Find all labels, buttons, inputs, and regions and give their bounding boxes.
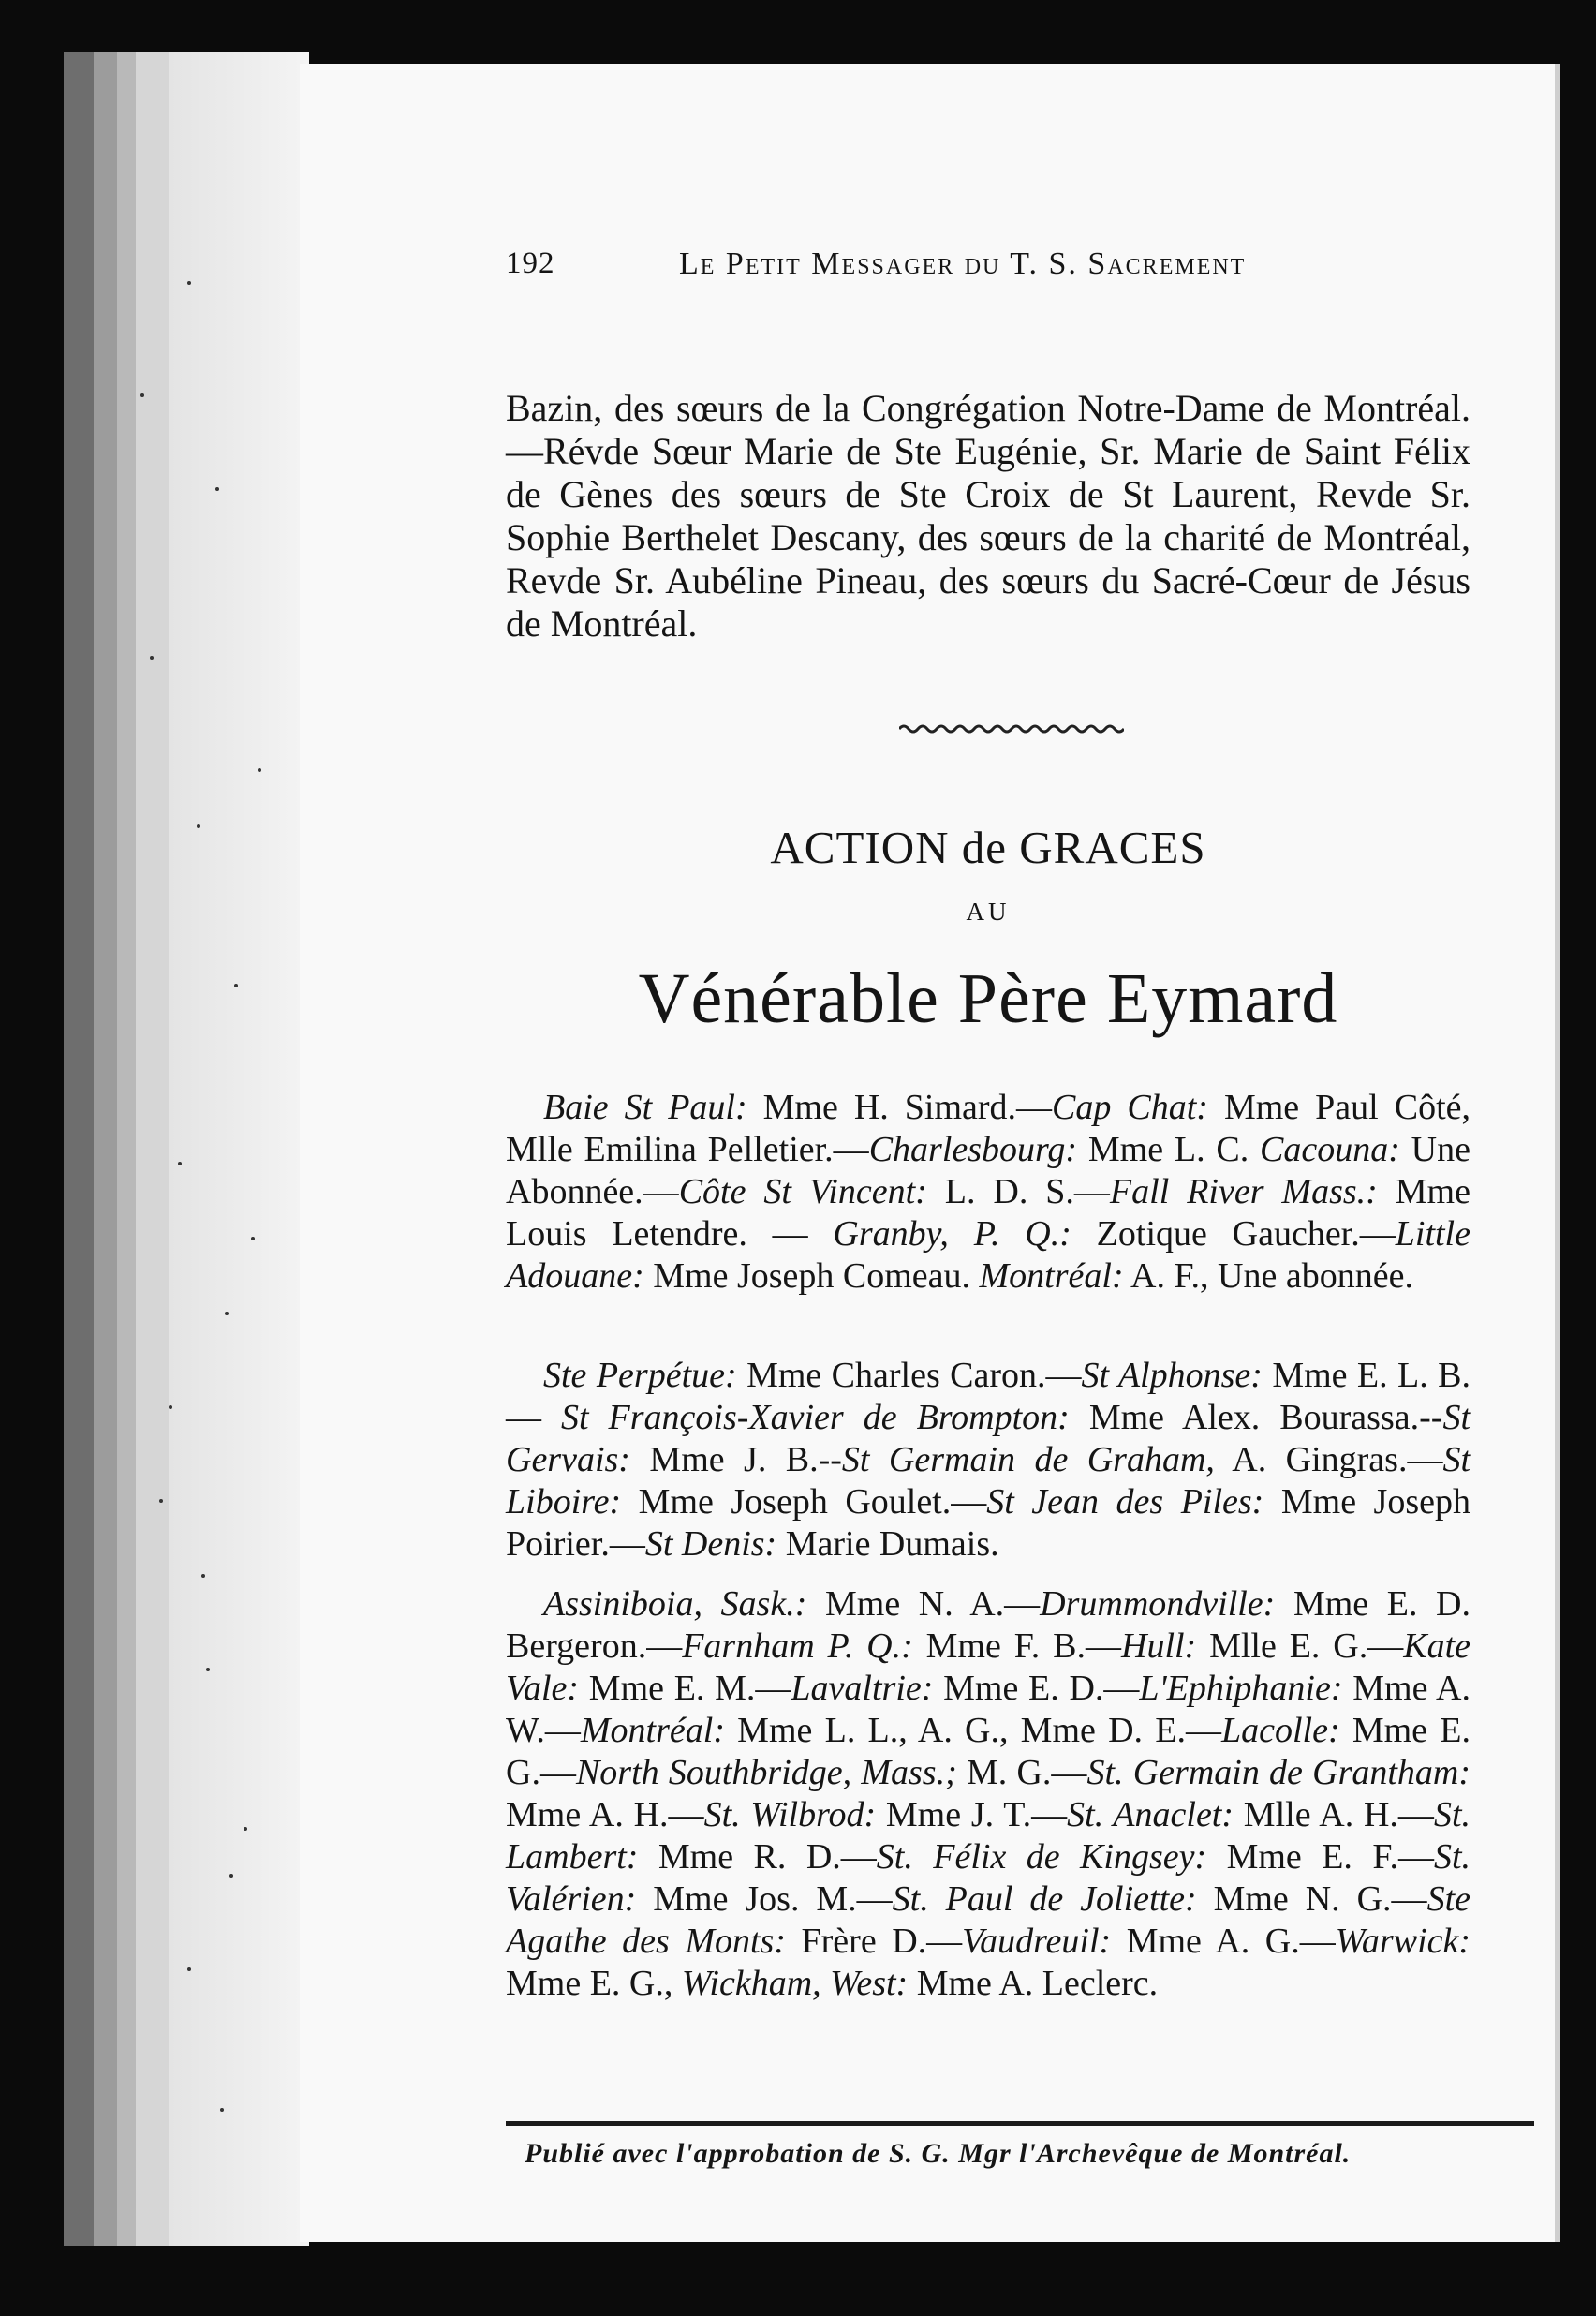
place-name: St Gervais:	[506, 1398, 1470, 1479]
donor-names: Mme A. Leclerc.	[908, 1964, 1159, 2003]
donor-names: Mme A. W.—	[506, 1669, 1470, 1750]
donor-names: Mme N. G.—	[1196, 1879, 1427, 1919]
donor-names: Marie Dumais.	[776, 1524, 999, 1564]
donor-names: Zotique Gaucher.—	[1071, 1214, 1396, 1254]
place-name: St. Germain de Grantham:	[1086, 1753, 1471, 1792]
donor-names: Mme R. D.—	[638, 1837, 877, 1877]
donor-names: A. F., Une abonnée.	[1123, 1256, 1413, 1296]
place-name: Charlesbourg:	[868, 1130, 1078, 1169]
paper-speck	[159, 1499, 163, 1503]
place-name: St Jean des Piles:	[986, 1482, 1264, 1522]
place-name: St. Lambert:	[506, 1795, 1470, 1877]
donor-names: Mme Louis Letendre. —	[506, 1172, 1470, 1254]
donor-names: Mme E. D.—	[933, 1669, 1140, 1708]
place-name: St Germain de Graham,	[841, 1440, 1215, 1479]
paper-speck	[197, 824, 200, 828]
place-name: Fall River Mass.:	[1109, 1172, 1378, 1211]
donor-names: Mme E. G.—	[506, 1711, 1470, 1792]
donor-names: Mme Joseph Poirier.—	[506, 1482, 1471, 1564]
donor-names: Mme E. F.—	[1206, 1837, 1434, 1877]
section-title-line3: Vénérable Père Eymard	[638, 959, 1338, 1038]
donor-names: L. D. S.—	[926, 1172, 1110, 1211]
paper-speck	[178, 1162, 182, 1165]
donor-names: Mme Paul Côté, Mlle Emilina Pelletier.—	[506, 1088, 1470, 1169]
paper-speck	[215, 487, 219, 491]
place-name: Granby, P. Q.:	[833, 1214, 1071, 1254]
section-title-line1: ACTION de GRACES	[770, 822, 1206, 873]
donor-names: Mme J. T.—	[876, 1795, 1068, 1834]
place-name: Kate Vale:	[506, 1626, 1470, 1708]
place-name: Cap Chat:	[1052, 1088, 1208, 1127]
place-name: Hull:	[1121, 1626, 1197, 1666]
donor-names: Mme L. C.	[1077, 1130, 1261, 1169]
donor-names: Mlle A. H.—	[1234, 1795, 1434, 1834]
place-name: North Southbridge, Mass.;	[575, 1753, 957, 1792]
place-name: St François-Xavier de Brompton:	[561, 1398, 1070, 1437]
place-name: St. Paul de Joliette:	[892, 1879, 1197, 1919]
donor-names: Une Abonnée.—	[506, 1130, 1470, 1211]
place-name: L'Ephiphanie:	[1139, 1669, 1343, 1708]
place-name: Wickham, West:	[681, 1964, 909, 2003]
place-name: St Alphonse:	[1081, 1356, 1263, 1395]
place-name: Ste Perpétue:	[543, 1356, 737, 1395]
paper-speck	[169, 1405, 172, 1409]
paper-speck	[258, 768, 261, 772]
paper-speck	[140, 393, 144, 397]
document-page	[300, 64, 1560, 2242]
intro-paragraph: Bazin, des sœurs de la Congrégation Notre-Dame de Montréal.—Révde Sœur Marie de Ste Eugénie, Sr. Marie de Saint Félix de Gènes des sœurs de Ste Croix de St Laurent, Revde Sr. Sophie Berthelet Descany, des sœurs de la charité de Montréal, Revde Sr. Aubéline Pineau, des sœurs du Sacré-Cœur de Jésus de Montréal.	[506, 387, 1470, 645]
place-name: Lacolle:	[1220, 1711, 1340, 1750]
page-edge-stack	[136, 52, 173, 2246]
donor-names: Mme Alex. Bourassa.--	[1069, 1398, 1443, 1437]
place-name: Assiniboia, Sask.:	[543, 1584, 807, 1624]
place-name: St Liboire:	[506, 1440, 1471, 1522]
place-name: Ste Agathe des Monts:	[506, 1879, 1470, 1961]
footer-rule	[506, 2121, 1534, 2126]
place-name: Montréal:	[580, 1711, 725, 1750]
wavy-ornament-divider	[899, 720, 1124, 738]
place-name: Lavaltrie:	[791, 1669, 934, 1708]
paper-speck	[220, 2108, 224, 2112]
approbation-footer: Publié avec l'approbation de S. G. Mgr l'Archevêque de Montréal.	[525, 2138, 1352, 2169]
donor-names: Mme A. H.—	[506, 1795, 704, 1834]
section-title-line2: AU	[966, 898, 1011, 926]
place-name: St. Félix de Kingsey:	[876, 1837, 1207, 1877]
donor-names: Mme H. Simard.—	[746, 1088, 1053, 1127]
paper-speck	[225, 1312, 229, 1315]
paper-speck	[201, 1574, 205, 1578]
paper-speck	[234, 984, 238, 987]
donor-names: Mlle E. G.—	[1196, 1626, 1404, 1666]
donor-names: Mme E. L. B. —	[506, 1356, 1471, 1437]
donor-names: Mme Joseph Goulet.—	[621, 1482, 987, 1522]
place-name: Côte St Vincent:	[678, 1172, 927, 1211]
place-name: Farnham P. Q.:	[682, 1626, 913, 1666]
page-edge-stack	[169, 52, 309, 2246]
paper-speck	[244, 1827, 247, 1831]
place-name: Montréal:	[979, 1256, 1124, 1296]
donor-names: Mme E. M.—	[579, 1669, 791, 1708]
donor-names: M. G.—	[956, 1753, 1087, 1792]
place-name: St Denis:	[644, 1524, 777, 1564]
thanks-paragraph	[506, 1087, 1470, 1298]
donor-names: Mme J. B.--	[629, 1440, 842, 1479]
paper-speck	[187, 1967, 191, 1971]
paper-speck	[229, 1874, 233, 1878]
donor-names: Mme L. L., A. G., Mme D. E.—	[724, 1711, 1221, 1750]
place-name: Drummondville:	[1040, 1584, 1276, 1624]
donor-names: Mme F. B.—	[912, 1626, 1121, 1666]
donor-names: Mme E. D. Bergeron.—	[506, 1584, 1470, 1666]
place-name: Little Adouane:	[506, 1214, 1470, 1296]
paper-speck	[251, 1237, 255, 1240]
place-name: St. Valérien:	[506, 1837, 1471, 1919]
page-number: 192	[506, 246, 555, 280]
place-name: Baie St Paul:	[543, 1088, 747, 1127]
donor-names: Mme Joseph Comeau.	[643, 1256, 980, 1296]
place-name: Cacouna:	[1260, 1130, 1400, 1169]
donor-names: Frère D.—	[786, 1922, 963, 1961]
paper-speck	[150, 656, 154, 660]
donor-names: Mme A. G.—	[1111, 1922, 1336, 1961]
donor-names: Mme Charles Caron.—	[736, 1356, 1082, 1395]
journal-title: Le Petit Messager du T. S. Sacrement	[679, 246, 1247, 281]
paper-speck	[187, 281, 191, 285]
place-name: Warwick:	[1335, 1922, 1471, 1961]
thanks-paragraph	[506, 1583, 1470, 2005]
place-name: St. Wilbrod:	[703, 1795, 877, 1834]
donor-names: A. Gingras.—	[1214, 1440, 1443, 1479]
place-name: Vaudreuil:	[962, 1922, 1112, 1961]
donor-names: Mme Jos. M.—	[636, 1879, 893, 1919]
donor-names: Mme E. G.,	[506, 1964, 682, 2003]
donor-names: Mme N. A.—	[806, 1584, 1041, 1624]
paper-speck	[206, 1668, 210, 1671]
place-name: St. Anaclet:	[1067, 1795, 1234, 1834]
thanks-paragraph	[506, 1355, 1470, 1566]
